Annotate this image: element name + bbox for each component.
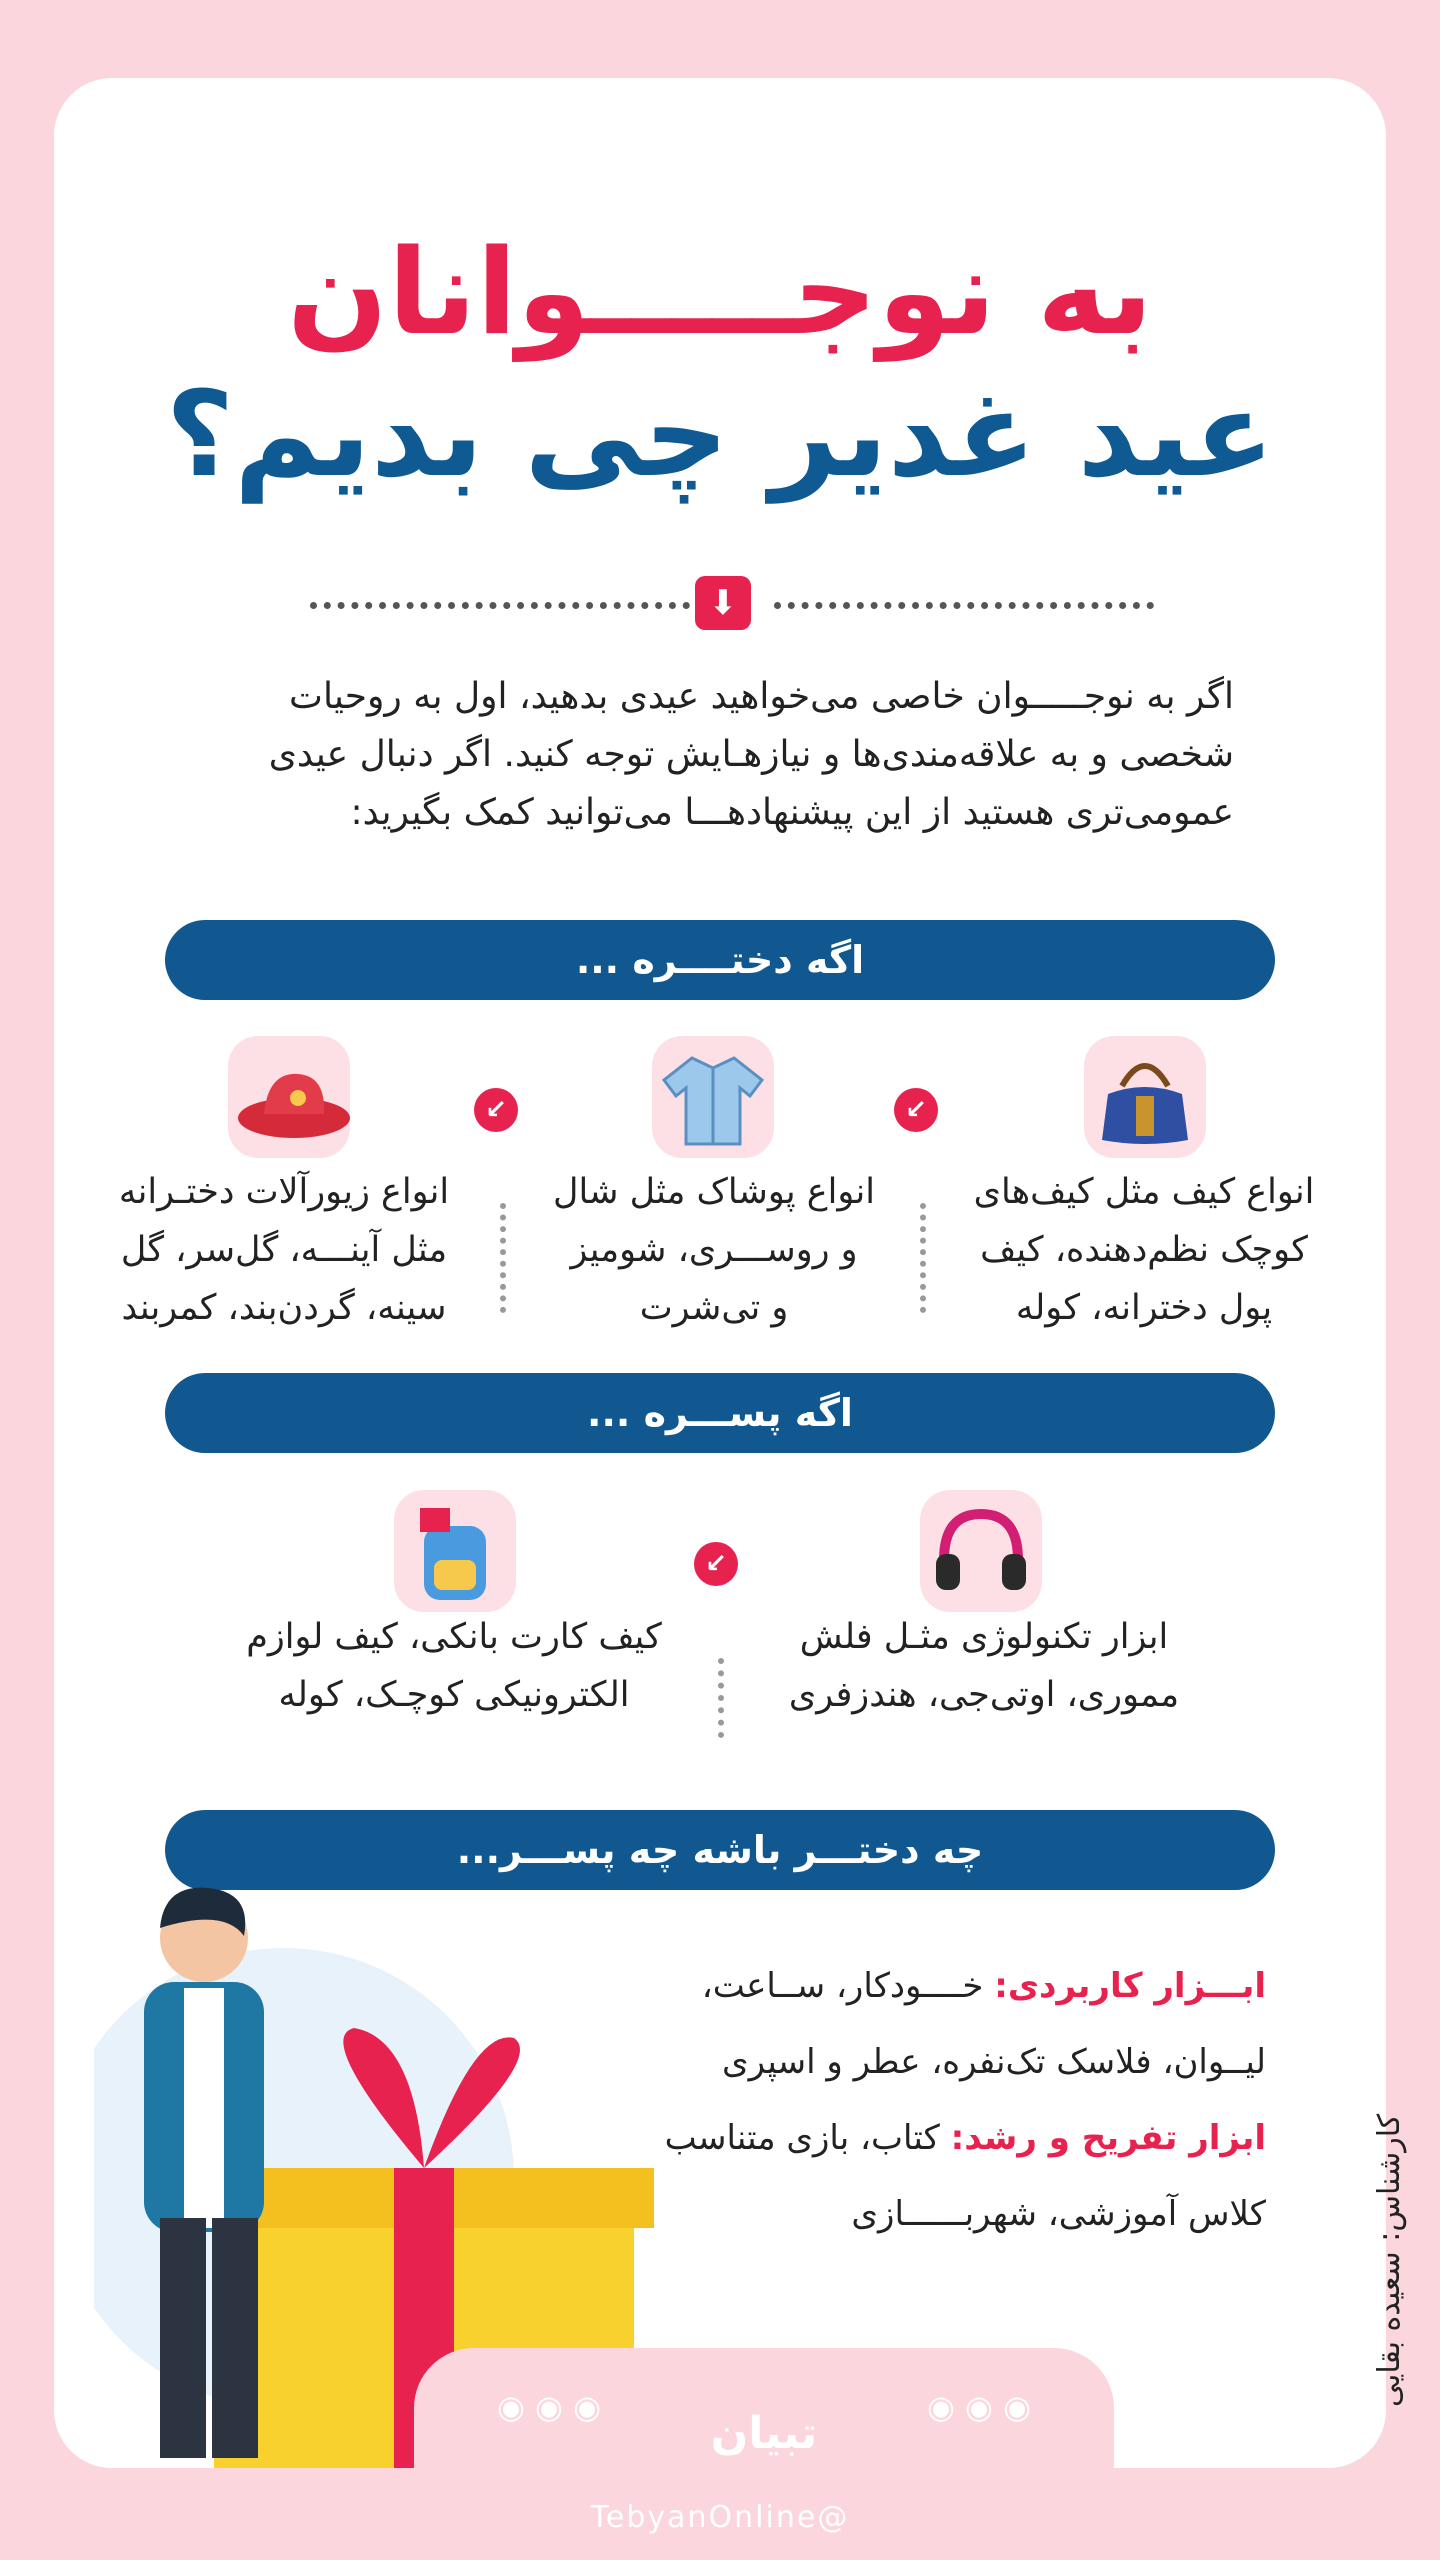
item-line: الکترونیکی کوچـک، کوله: [278, 1675, 630, 1715]
practical-text: خــــودکار، ســاعت،: [701, 1966, 984, 2006]
intro-line: اگر به نوجـــــوان خاصی می‌خواهید عیدی بدهید، اول به روحیات: [289, 676, 1234, 717]
item-line: کیف کارت بانکی، کیف لوازم: [246, 1617, 662, 1657]
footer-panel: [414, 2348, 1114, 2468]
infographic-card: [54, 78, 1386, 2468]
fun-line-2: کلاس آموزشی، شهربــــــازی: [851, 2194, 1266, 2234]
arrow-icon: ↙: [694, 1542, 738, 1586]
item-line: مموری، اوتی‌جی، هندزفری: [788, 1675, 1180, 1715]
gift-item-clothes: [524, 1163, 904, 1337]
gift-item-cases: [234, 1608, 674, 1724]
fun-line-1: [626, 2100, 1266, 2176]
social-icons-right: ◉ ◉ ◉: [926, 2388, 1032, 2426]
section-header-both: چه دختـــر باشه چه پســـر...: [165, 1810, 1275, 1890]
dotted-divider-left: [310, 602, 690, 625]
tebyan-logo: تبیان: [710, 2408, 818, 2459]
title-line-2: عید غدیر چی بدیم؟: [165, 365, 1275, 503]
shirt-icon: [652, 1036, 774, 1158]
dotted-separator: [920, 1203, 926, 1313]
item-line: و تی‌شرت: [639, 1288, 789, 1328]
item-line: پول دخترانه، کوله: [1015, 1288, 1273, 1328]
social-icons-left: ◉ ◉ ◉: [496, 2388, 602, 2426]
general-gift-list: [626, 1948, 1266, 2252]
item-line: انواع پوشاک مثل شال: [553, 1172, 875, 1212]
gift-item-tech: [774, 1608, 1194, 1724]
item-line: ابزار تکنولوژی مثـل فلش: [799, 1617, 1169, 1657]
item-line: انواع زیورآلات دختـرانه: [118, 1172, 450, 1212]
headphones-icon: [920, 1490, 1042, 1612]
intro-line: شخصی و به علاقه‌مندی‌ها و نیازهـایش توجه کنید. اگر دنبال عیدی: [268, 734, 1234, 775]
fun-text: کتاب، بازی متناسب: [664, 2118, 940, 2158]
intro-paragraph: [204, 668, 1234, 842]
arrow-icon: ↙: [894, 1088, 938, 1132]
section-header-girl: اگه دختــــره ...: [165, 920, 1275, 1000]
dotted-separator: [500, 1203, 506, 1313]
gift-item-accessories: [94, 1163, 474, 1337]
item-line: کوچک نظم‌دهنده، کیف: [980, 1230, 1308, 1270]
fun-label: ابزار تفریح و رشد:: [950, 2118, 1266, 2158]
footer-handle: @TebyanOnline: [590, 2500, 850, 2535]
item-line: سینه، گردن‌بند، کمربند: [121, 1288, 447, 1328]
practical-label: ابـــزار کاربردی:: [994, 1966, 1266, 2006]
section-header-boy: اگه پســـره ...: [165, 1373, 1275, 1453]
backpack-icon: [394, 1490, 516, 1612]
item-line: انواع کیف مثل کیف‌های: [973, 1172, 1315, 1212]
practical-line-2: لیــوان، فلاسک تک‌نفره، عطر و اسپری: [721, 2042, 1266, 2082]
handbag-icon: [1084, 1036, 1206, 1158]
hat-icon: [228, 1036, 350, 1158]
dotted-divider-right: [774, 602, 1154, 625]
item-line: مثل آینـــه، گل‌سر، گل: [120, 1230, 448, 1270]
arrow-down-icon: ⬇: [695, 576, 751, 630]
intro-line: عمومی‌تری هستید از این پیشنهادهـــا می‌توانید کمک بگیرید:: [350, 792, 1234, 833]
gift-item-bags: [954, 1163, 1334, 1337]
item-line: و روســـری، شومیز: [570, 1230, 858, 1270]
practical-line-1: [626, 1948, 1266, 2024]
arrow-icon: ↙: [474, 1088, 518, 1132]
dotted-separator: [718, 1658, 724, 1738]
title-line-1: به نوجـــــوانان: [287, 223, 1153, 361]
credit-text: کارشناس: سعیده بقایی: [1372, 2113, 1407, 2407]
